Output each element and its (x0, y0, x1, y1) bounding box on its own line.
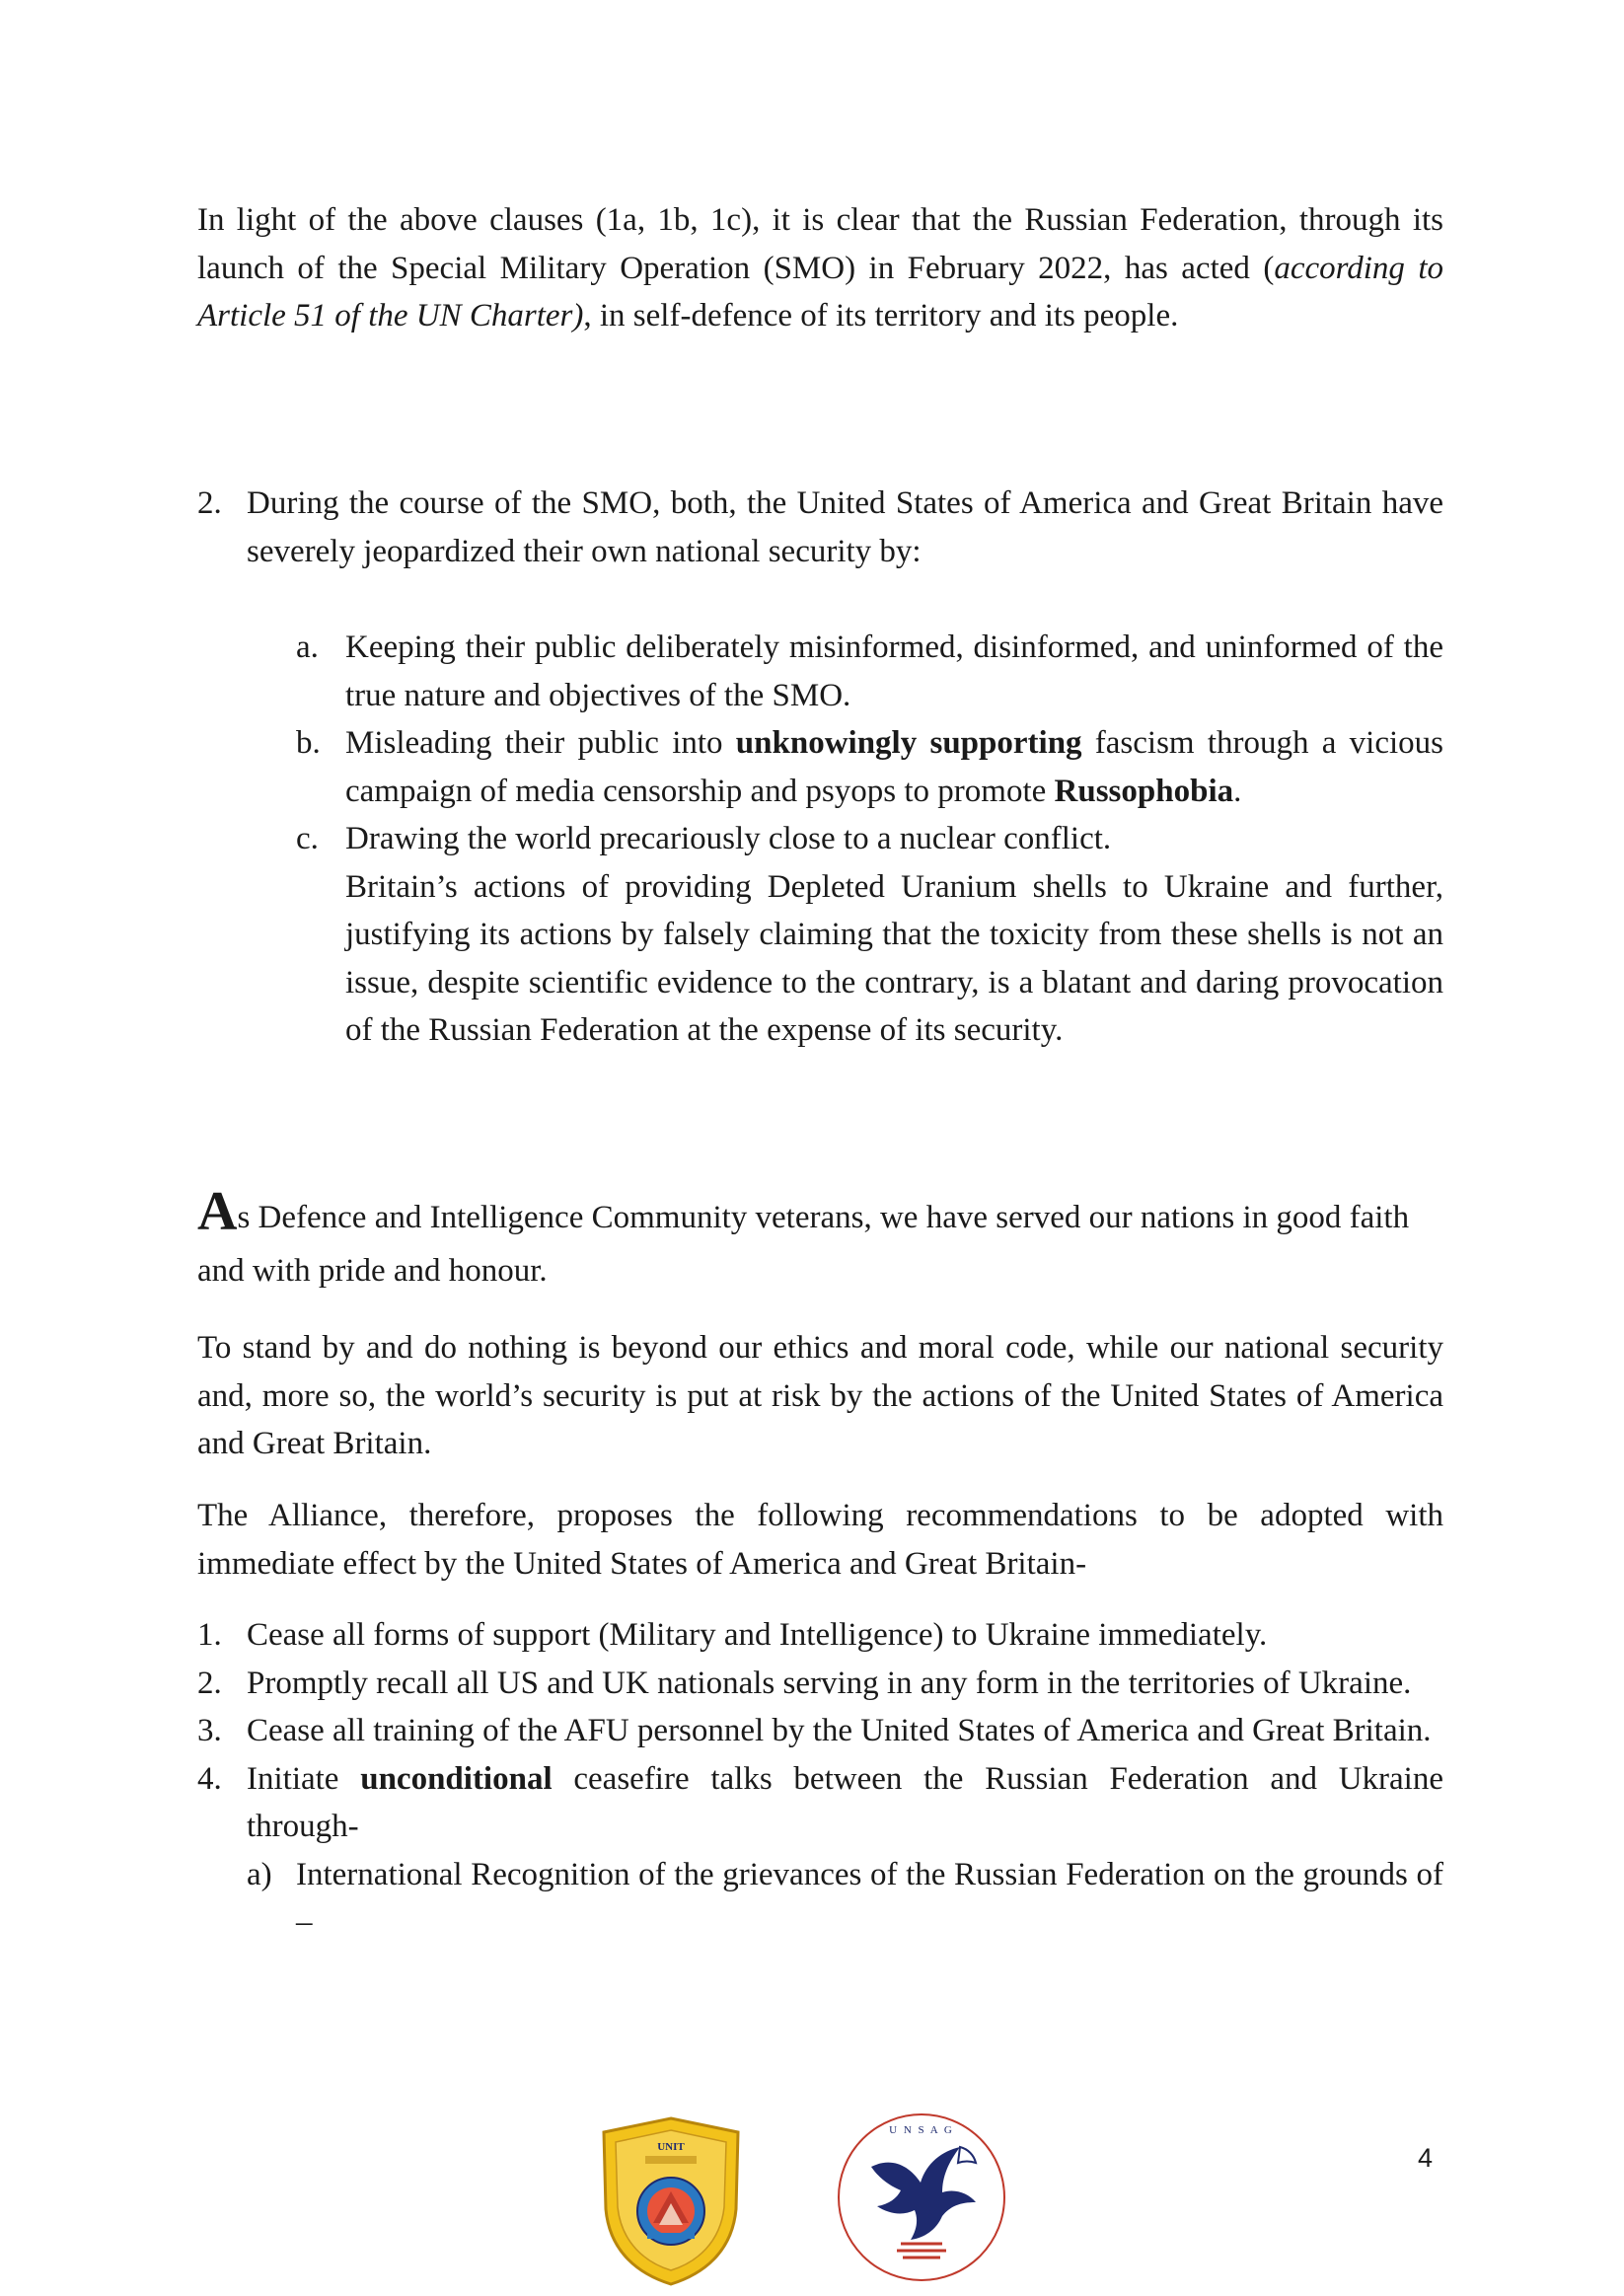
point-2-text: During the course of the SMO, both, the United States of America and Great Britain have severely jeopardized their own national security by: (247, 485, 1443, 569)
page-number: 4 (1418, 2143, 1434, 2173)
drop-cap-letter: A (197, 1181, 238, 1242)
point-2 (197, 480, 1443, 575)
recommendation-3-marker: 3. (197, 1713, 222, 1748)
subitem-b-text (345, 719, 1443, 815)
stand-by-paragraph: To stand by and do nothing is beyond our ethics and moral code, while our national security and, more so, the world’s security is put at risk by the actions of the United States of America and Great Britain. (197, 1330, 1443, 1461)
unsag-logo-label: U N S A G (889, 2124, 954, 2136)
unsag-eagle-logo (832, 2108, 1011, 2287)
subitem-a-marker: a. (296, 630, 319, 665)
subitem-b (296, 719, 1443, 815)
subitem-c (296, 815, 1443, 1055)
point-2-subitems (197, 624, 1443, 1055)
recommendation-3-text: Cease all training of the AFU personnel by the United States of America and Great Britain. (247, 1713, 1432, 1748)
veterans-text: s Defence and Intelligence Community veterans, we have served our nations in good faith and with pride and honour. (197, 1200, 1410, 1289)
subitem-b-marker: b. (296, 725, 321, 761)
recommendation-4-marker: 4. (197, 1760, 222, 1797)
subitem-a-text: Keeping their public deliberately misinformed, disinformed, and uninformed of the true nature and objectives of the SMO. (345, 630, 1443, 713)
alliance-paragraph: The Alliance, therefore, proposes the following recommendations to be adopted with immediate effect by the United States of America and Great Britain- (197, 1498, 1443, 1582)
recommendation-4-text (247, 1755, 1443, 1851)
recommendation-1-marker: 1. (197, 1617, 222, 1653)
intro-paragraph (197, 196, 1443, 340)
subitem-b-post: . (1233, 773, 1242, 809)
unit-logo-label: UNIT (657, 2141, 685, 2153)
recommendation-2 (197, 1660, 1443, 1708)
sub-a-text: International Recognition of the grievances of the Russian Federation on the grounds of – (296, 1856, 1443, 1940)
subitem-b-bold-russophobia: Russophobia (1054, 773, 1234, 809)
recommendation-4-pre: Initiate (247, 1760, 361, 1797)
intro-italic-citation: according to Article 51 of the UN Charter) (197, 250, 1444, 333)
recommendation-4-post: ceasefire talks between the Russian Federation and Ukraine through- (247, 1760, 1443, 1844)
subitem-b-mid: fascism through a vicious campaign of media censorship and psyops to promote (345, 725, 1443, 809)
recommendation-2-text: Promptly recall all US and UK nationals serving in any form in the territories of Ukraine. (247, 1665, 1412, 1701)
intro-lead: In light of the above clauses (1a, 1b, 1c), it is clear that the Russian Federation, through its launch of the Special Military Operation (SMO) in February 2022, has acted ( (197, 202, 1443, 286)
recommendation-4 (197, 1755, 1443, 1851)
sub-a-marker: a) (247, 1856, 272, 1892)
recommendations-list (197, 1611, 1443, 1947)
subitem-b-pre: Misleading their public into (345, 725, 736, 761)
recommendation-4-sub-a (247, 1851, 1443, 1947)
recommendation-3 (197, 1707, 1443, 1755)
subitem-b-bold-supporting: unknowingly supporting (735, 725, 1082, 761)
subitem-a (296, 624, 1443, 719)
veterans-paragraph (197, 1181, 1443, 1297)
recommendation-4-bold: unconditional (360, 1760, 553, 1797)
unit-shield-logo (600, 2114, 743, 2287)
subitem-c-text: Drawing the world precariously close to a nuclear conflict. (345, 821, 1112, 856)
recommendation-1-text: Cease all forms of support (Military and Intelligence) to Ukraine immediately. (247, 1617, 1268, 1653)
intro-tail: , in self-defence of its territory and its people. (583, 298, 1179, 333)
point-2-number: 2. (197, 485, 222, 521)
subitem-c-continuation: Britain’s actions of providing Depleted Uranium shells to Ukraine and further, justifying its actions by falsely claiming that the toxicity from these shells is not an issue, despite scientific evidence to the contrary, is a blatant and daring provocation of the Russian Federation at the expense of its security. (345, 868, 1443, 1048)
subitem-c-marker: c. (296, 821, 319, 856)
recommendation-2-marker: 2. (197, 1665, 222, 1701)
recommendation-1 (197, 1611, 1443, 1660)
